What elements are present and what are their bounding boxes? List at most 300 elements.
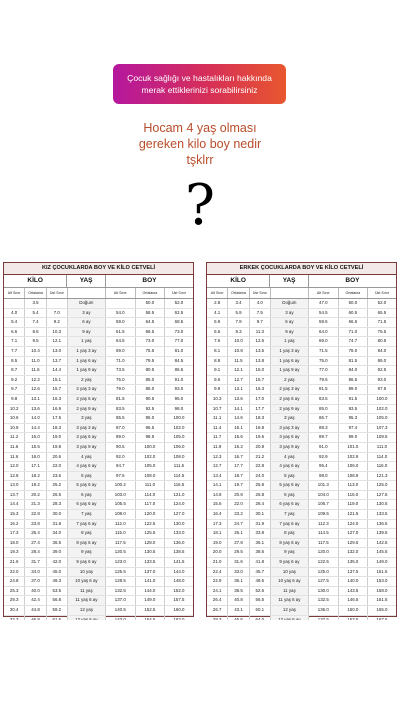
age-cell: 6 ay: [271, 318, 309, 327]
table-cell: 42.0: [47, 558, 68, 567]
table-cell: 11.9: [207, 443, 228, 452]
table-cell: 34.0: [25, 568, 46, 577]
table-row: [4, 500, 193, 510]
table-cell: 113.0: [339, 481, 368, 490]
table-cell: 133.0: [173, 530, 185, 536]
table-row: [207, 357, 396, 367]
table-cell: 77.0: [309, 366, 339, 375]
table-cell: 52.6: [250, 587, 271, 596]
table-cell: 7.7: [4, 347, 25, 356]
table-body: [207, 299, 396, 644]
table-cell: 28.3: [47, 500, 68, 509]
table-cell: 7.6: [207, 337, 228, 346]
table-cell: 125.0: [309, 568, 339, 577]
column-header: Alt Sınır: [207, 288, 228, 298]
table-cell: 73.0: [174, 328, 184, 334]
question-line-2: gereken kilo boy nedir: [138, 137, 262, 151]
table-cell: 4.1: [207, 309, 228, 318]
table-row: [207, 500, 396, 510]
column-header: Üst Sınır: [47, 288, 68, 298]
column-header: Ortalama: [228, 288, 249, 298]
table-cell: 117.0: [136, 500, 165, 509]
table-row: [207, 472, 396, 482]
table-cell: 112.3: [309, 520, 339, 529]
table-cell: 108.0: [136, 472, 165, 481]
table-cell: 15.6: [207, 500, 228, 509]
table-cell: 121.0: [173, 491, 185, 497]
table-cell: 12.6: [25, 385, 46, 394]
table-cell: 16.0: [25, 453, 46, 462]
table-cell: 81.5: [309, 385, 339, 394]
age-cell: 9 yaş: [68, 548, 106, 557]
table-cell: 10.6: [4, 414, 25, 423]
table-row: [207, 529, 396, 539]
table-cell: 61.5: [106, 328, 136, 337]
table-row: [207, 309, 396, 319]
table-cell: 90.5: [136, 395, 165, 404]
table-cell: 15.6: [228, 433, 249, 442]
table-cell: 24.8: [4, 577, 25, 586]
table-cell: 9.5: [25, 337, 46, 346]
table-cell: 15.0: [25, 433, 46, 442]
table-cell: 140.0: [339, 577, 368, 586]
table-cell: 59.2: [47, 606, 68, 615]
table-cell: 96.5: [136, 424, 165, 433]
table-cell: 9.6: [207, 376, 228, 385]
table-cell: 17.5: [47, 414, 68, 423]
table-cell: 93.0: [174, 386, 184, 392]
table-cell: 75.5: [377, 328, 387, 334]
table-row: [4, 443, 193, 453]
table-cell: 86.0: [377, 357, 387, 363]
table-cell: 19.7: [228, 481, 249, 490]
story-header-area: [0, 8, 400, 62]
table-cell: 3.4: [228, 299, 249, 308]
table-cell: 50.0: [339, 299, 368, 308]
table-cell: 74.7: [339, 337, 368, 346]
age-cell: 9 yaş: [271, 548, 309, 557]
table-cell: 3.5: [25, 299, 46, 308]
table-row: [4, 606, 193, 616]
table-cell: 22.8: [250, 462, 271, 471]
table-cell: 17.0: [250, 395, 271, 404]
table-cell: 127.5: [309, 577, 339, 586]
table-cell: 21.2: [250, 453, 271, 462]
question-line-1: Hocam 4 yaş olması: [143, 121, 257, 135]
table-cell: 101.3: [309, 481, 339, 490]
table-cell: 92.0: [106, 453, 136, 462]
table-row: [4, 357, 193, 367]
table-cell: 13.0: [4, 481, 25, 490]
age-cell: 7 yaş 6 ay: [68, 520, 106, 529]
table-cell: 112.0: [106, 520, 136, 529]
table-cell: 28.4: [250, 500, 271, 509]
table-cell: 64.5: [106, 337, 136, 346]
age-cell: 2 yaş 6 ay: [68, 395, 106, 404]
table-cell: 94.7: [106, 462, 136, 471]
table-cell: 36.1: [228, 577, 249, 586]
column-header: Alt Sınır: [309, 288, 339, 298]
table-cell: 91.5: [339, 395, 368, 404]
table-cell: 141.5: [173, 559, 185, 565]
table-row: [207, 405, 396, 415]
table-cell: 25.2: [47, 481, 68, 490]
table-cell: 18.3: [47, 424, 68, 433]
table-cell: 22.0: [228, 500, 249, 509]
table-cell: 69.0: [106, 347, 136, 356]
age-cell: 5 yaş: [68, 472, 106, 481]
table-cell: 52.0: [174, 300, 184, 305]
table-cell: 56.8: [47, 596, 68, 605]
age-cell: 3 yaş 6 ay: [68, 433, 106, 442]
table-cell: 9.7: [250, 318, 271, 327]
table-cell: 26.4: [207, 596, 228, 605]
table-row: [4, 366, 193, 376]
table-cell: 37.0: [25, 577, 46, 586]
age-cell: 3 yaş: [68, 414, 106, 423]
table-cell: 11.5: [228, 357, 249, 366]
age-cell: 10 yaş: [271, 568, 309, 577]
table-row: [207, 337, 396, 347]
table-body: [4, 299, 193, 644]
table-cell: 18.1: [207, 529, 228, 538]
table-cell: 26.8: [250, 491, 271, 500]
table-cell: 149.0: [136, 596, 165, 605]
table-cell: 107.3: [376, 424, 388, 430]
table-row: [207, 376, 396, 386]
section-age: YAŞ: [270, 275, 309, 287]
table-column-header: [207, 288, 396, 299]
table-cell: 56.5: [250, 596, 271, 605]
table-row: [207, 520, 396, 530]
table-row: [207, 577, 396, 587]
table-cell: 20.8: [228, 491, 249, 500]
table-cell: 116.0: [376, 463, 388, 469]
column-header: Ortalama: [339, 288, 368, 298]
table-cell: 132.0: [339, 548, 368, 557]
column-header: Üst Sınır: [250, 288, 271, 298]
table-cell: 21.3: [25, 500, 46, 509]
table-row: [207, 395, 396, 405]
age-cell: 1 yaş: [271, 337, 309, 346]
table-row: [207, 424, 396, 434]
table-cell: 60.5: [339, 309, 368, 318]
table-cell: 108.9: [339, 472, 368, 481]
table-cell: 15.1: [47, 376, 68, 385]
table-row: [207, 587, 396, 597]
table-cell: 10.2: [4, 405, 25, 414]
table-cell: 120.0: [136, 510, 165, 519]
table-cell: 45.0: [47, 568, 68, 577]
table-cell: 28.4: [25, 548, 46, 557]
age-cell: Doğum: [68, 299, 106, 308]
age-cell: 11 yaş 6 ay: [68, 596, 106, 605]
table-cell: 5.4: [25, 309, 46, 318]
table-cell: 84.5: [174, 357, 184, 363]
table-cell: 108.0: [173, 453, 185, 459]
table-cell: 109.5: [376, 434, 388, 440]
table-row: [4, 596, 193, 606]
section-weight: KİLO: [4, 275, 67, 287]
table-cell: 23.2: [228, 510, 249, 519]
table-cell: 18.7: [228, 472, 249, 481]
age-cell: 1 yaş 9 ay: [271, 366, 309, 375]
table-row: [4, 539, 193, 549]
table-cell: 44.8: [25, 606, 46, 615]
table-title: KIZ ÇOCUKLARDA BOY VE KİLO CETVELİ: [4, 263, 193, 275]
table-cell: 21.6: [4, 558, 25, 567]
table-row: [4, 558, 193, 568]
table-cell: 36.1: [250, 539, 271, 548]
age-cell: 8 yaş 6 ay: [271, 539, 309, 548]
age-cell: 4 yaş: [68, 453, 106, 462]
table-cell: 165.0: [376, 607, 388, 612]
table-row: [207, 433, 396, 443]
table-cell: 12.1: [47, 337, 68, 346]
table-cell: 7.4: [25, 318, 46, 327]
table-cell: 16.3: [47, 395, 68, 404]
table-cell: 123.0: [106, 558, 136, 567]
table-cell: 7.0: [47, 309, 68, 318]
table-cell: 98.0: [309, 472, 339, 481]
table-row: [4, 299, 193, 309]
table-cell: 111.0: [376, 443, 388, 449]
table-cell: 19.2: [25, 481, 46, 490]
age-cell: 5 yaş: [271, 472, 309, 481]
table-cell: 9.3: [228, 328, 249, 337]
age-cell: 4 yaş: [271, 453, 309, 462]
table-cell: 38.5: [228, 587, 249, 596]
table-cell: 115.0: [106, 529, 136, 538]
table-cell: 86.5: [174, 367, 184, 373]
table-cell: 138.5: [173, 549, 185, 555]
table-cell: 16.7: [228, 453, 249, 462]
age-cell: 1 yaş 9 ay: [68, 366, 106, 375]
column-header: Ortalama: [136, 288, 165, 298]
table-cell: 23.8: [25, 520, 46, 529]
table-cell: 117.5: [309, 539, 339, 548]
age-cell: 3 yaş 3 ay: [68, 424, 106, 433]
table-row: [4, 453, 193, 463]
table-cell: 137.5: [339, 568, 368, 577]
table-row: [207, 318, 396, 328]
table-cell: 13.1: [228, 385, 249, 394]
table-cell: 84.0: [377, 347, 387, 353]
table-row: [4, 568, 193, 578]
table-cell: 11.3: [250, 328, 271, 337]
table-cell: 84.0: [339, 366, 368, 375]
table-cell: 11.2: [4, 433, 25, 442]
table-cell: 22.0: [4, 568, 25, 577]
table-cell: 10.4: [25, 347, 46, 356]
age-cell: 6 yaş: [68, 491, 106, 500]
table-cell: 64.5: [136, 318, 165, 327]
age-cell: 3 yaş 3 ay: [271, 424, 309, 433]
table-row: [4, 395, 193, 405]
table-cell: 148.0: [173, 578, 185, 584]
table-cell: 66.5: [339, 318, 368, 327]
table-cell: 17.3: [4, 529, 25, 538]
section-age: YAŞ: [67, 275, 106, 287]
table-cell: 11.6: [25, 366, 46, 375]
table-cell: 40.8: [228, 596, 249, 605]
table-cell: 139.5: [376, 530, 388, 536]
table-cell: 80.5: [377, 338, 387, 344]
table-cell: 19.8: [47, 443, 68, 452]
age-cell: 7 yaş: [271, 510, 309, 519]
table-cell: 100.0: [376, 395, 388, 401]
table-row: [207, 328, 396, 338]
table-row: [4, 433, 193, 443]
table-cell: 14.1: [228, 405, 249, 414]
column-header: Alt Sınır: [106, 288, 136, 298]
table-cell: 14.4: [25, 424, 46, 433]
table-cell: 87.0: [106, 424, 136, 433]
table-cell: 22.0: [47, 462, 68, 471]
table-cell: 24.0: [250, 472, 271, 481]
age-cell: 9 yaş 6 ay: [271, 558, 309, 567]
table-cell: 41.8: [250, 558, 271, 567]
age-cell: 2 yaş 3 ay: [271, 385, 309, 394]
table-cell: 130.5: [136, 548, 165, 557]
table-cell: 14.0: [25, 414, 46, 423]
table-cell: 109.5: [309, 510, 339, 519]
table-row: [4, 577, 193, 587]
column-header: Üst Sınır: [171, 291, 186, 295]
table-cell: 25.3: [4, 587, 25, 596]
age-cell: 5 yaş 6 ay: [68, 481, 106, 490]
table-cell: 12.3: [207, 453, 228, 462]
table-cell: 73.0: [136, 337, 165, 346]
table-cell: 121.3: [376, 472, 388, 478]
table-cell: 160.0: [173, 607, 185, 612]
table-cell: 36.5: [47, 539, 68, 548]
question-text: [0, 120, 400, 168]
table-cell: 8.8: [207, 357, 228, 366]
table-cell: 5.4: [4, 318, 25, 327]
table-cell: 21.0: [207, 558, 228, 567]
age-cell: 11 yaş: [68, 587, 106, 596]
table-row: [4, 529, 193, 539]
age-cell: 9 ay: [68, 328, 106, 337]
table-cell: 12.5: [250, 337, 271, 346]
table-cell: 15.3: [4, 510, 25, 519]
table-cell: 58.5: [136, 309, 165, 318]
table-cell: 114.0: [136, 491, 165, 500]
table-row: [207, 481, 396, 491]
table-cell: 20.2: [25, 491, 46, 500]
table-cell: 93.5: [339, 405, 368, 414]
table-cell: 97.4: [339, 424, 368, 433]
age-cell: 2 yaş: [271, 376, 309, 385]
column-header: Üst Sınır: [374, 291, 389, 295]
table-cell: 59.5: [309, 318, 339, 327]
table-cell: 11.0: [25, 357, 46, 366]
table-cell: 90.5: [106, 443, 136, 452]
boys-growth-table: [206, 262, 397, 617]
table-cell: 143.5: [339, 587, 368, 596]
age-cell: 11 yaş 6 ay: [271, 596, 309, 605]
table-cell: 132.5: [309, 596, 339, 605]
table-cell: 18.8: [250, 424, 271, 433]
table-cell: 10.3: [207, 395, 228, 404]
table-row: [207, 366, 396, 376]
table-cell: 146.5: [339, 596, 368, 605]
table-cell: 13.1: [25, 395, 46, 404]
age-cell: 12 yaş: [271, 606, 309, 615]
age-cell: 9 ay: [271, 328, 309, 337]
table-row: [207, 462, 396, 472]
table-cell: 31.7: [25, 558, 46, 567]
table-row: [4, 347, 193, 357]
table-cell: 79.5: [309, 376, 339, 385]
table-cell: 11.4: [207, 424, 228, 433]
table-row: [4, 337, 193, 347]
table-cell: [47, 299, 68, 308]
table-cell: 18.2: [25, 472, 46, 481]
table-cell: 6.6: [4, 328, 25, 337]
table-cell: 14.1: [207, 481, 228, 490]
table-cell: 98.0: [174, 405, 184, 411]
age-cell: 4 yaş 6 ay: [271, 462, 309, 471]
table-cell: 88.3: [309, 424, 339, 433]
table-cell: 102.9: [339, 453, 368, 462]
table-cell: 92.9: [309, 453, 339, 462]
table-cell: 13.4: [207, 472, 228, 481]
table-cell: 15.7: [47, 385, 68, 394]
table-cell: [4, 299, 25, 308]
table-cell: 33.0: [228, 568, 249, 577]
table-cell: 83.5: [106, 405, 136, 414]
table-cell: 24.7: [228, 520, 249, 529]
table-row: [4, 385, 193, 395]
table-cell: 106.0: [173, 443, 185, 449]
age-cell: 2 yaş 9 ay: [68, 405, 106, 414]
table-cell: 136.0: [309, 606, 339, 615]
table-cell: 106.7: [309, 500, 339, 509]
table-cell: 158.0: [376, 587, 388, 593]
table-row: [4, 376, 193, 386]
table-cell: 11.6: [4, 453, 25, 462]
table-cell: 102.0: [173, 424, 185, 430]
table-cell: 80.5: [136, 366, 165, 375]
table-row: [207, 558, 396, 568]
table-cell: 117.5: [106, 539, 136, 548]
table-row: [4, 472, 193, 482]
table-cell: 15.1: [228, 424, 249, 433]
age-cell: 10 yaş 6 ay: [271, 577, 309, 586]
table-cell: 17.1: [25, 462, 46, 471]
column-header: Alt Sınır: [4, 288, 25, 298]
table-cell: 85.0: [136, 376, 165, 385]
table-cell: 10.0: [228, 337, 249, 346]
age-cell: Doğum: [271, 299, 309, 308]
table-cell: 71.5: [377, 319, 387, 325]
table-cell: 5.9: [228, 309, 249, 318]
question-sticker-banner[interactable]: [113, 64, 286, 104]
age-cell: 12 yaş: [68, 606, 106, 615]
table-cell: 14.4: [4, 500, 25, 509]
table-cell: 18.3: [250, 414, 271, 423]
table-row: [207, 606, 396, 616]
table-cell: 19.0: [207, 539, 228, 548]
table-cell: 33.8: [250, 529, 271, 538]
table-cell: 75.0: [106, 376, 136, 385]
table-cell: 7.9: [228, 318, 249, 327]
table-cell: 75.0: [309, 357, 339, 366]
table-cell: 86.7: [309, 414, 339, 423]
table-row: [207, 510, 396, 520]
